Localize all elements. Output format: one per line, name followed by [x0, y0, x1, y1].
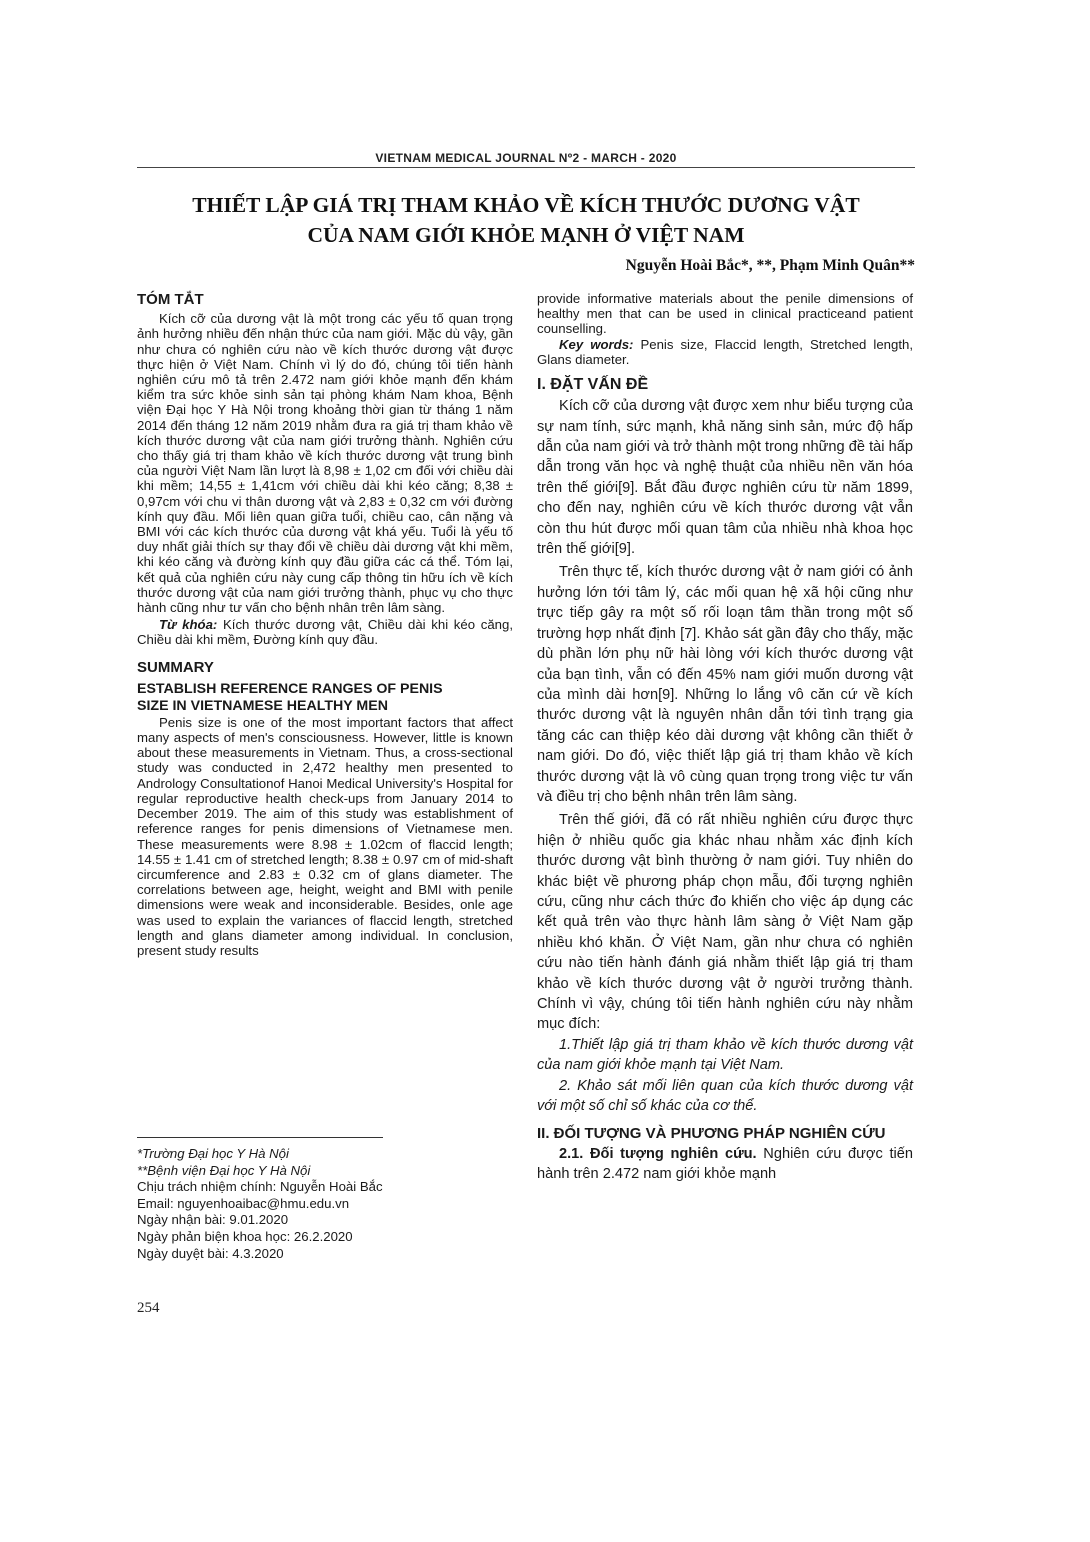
keywords-vi-label: Từ khóa:	[159, 617, 218, 633]
footnote-affiliation-2: **Bệnh viện Đại học Y Hà Nội	[137, 1162, 311, 1178]
keywords-vi-text: Kích thước dương vật, Chiều dài khi kéo căng, Chiều dài khi mềm, Đường kính quy đầu.	[137, 617, 513, 648]
aim-1: 1.Thiết lập giá trị tham khảo về kích thước dương vật của nam giới khỏe mạnh tại Việt Nam.	[537, 1036, 913, 1074]
header-rule	[137, 167, 915, 168]
keywords-en-text: Penis size, Flaccid length, Stretched length, Glans diameter.	[537, 336, 913, 367]
summary-subtitle-line-1: ESTABLISH REFERENCE RANGES OF PENIS	[137, 680, 443, 697]
keywords-en-label: Key words:	[559, 336, 634, 352]
section-1-paragraph-1: Kích cỡ của dương vật được xem như biểu tượng của sự nam tính, sức mạnh, khả năng sinh sản, mức độ hấp dẫn của nam giới và trở thành một trong những đề tài hấp dẫn trong văn học và nghệ thuật của nhiều nền văn hóa trên thế giới[9]. Bắt đầu được nghiên cứu từ năm 1899, cho đến nay, nghiên cứu về kích thước dương vật vẫn còn thu hút được mối quan tâm của nhiều nhà khoa học trên thế giới[9].	[537, 398, 913, 558]
summary-keywords	[537, 337, 913, 367]
footnote-email: Email: nguyenhoaibac@hmu.edu.vn	[137, 1195, 350, 1211]
summary-body: Penis size is one of the most important factors that affect many aspects of men's consciousness. However, little is known about these measurements in Vietnam. Thus, a cross-sectional study was conducted in 2,472 healthy men presented to Andrology Consultationof Hanoi Medical University's Hospital for regular reproductive health check-ups from January 2014 to December 2019. The aim of this study was establishment of reference ranges for penis dimensions of Vietnamese men. These measurements were 8.98 ± 1.02cm of flaccid length; 14.55 ± 1.41 cm of stretched length; 8.38 ± 0.97 cm of mid-shaft circumference and 2.83 ± 0.32 cm of glans diameter. The correlations between age, height, weight and BMI with penile dimensions were weak and inconsiderable. Besides, onle age was used to explain the variances of flaccid length, stretched length and glans diameter among individual. In conclusion, present study results	[137, 714, 513, 958]
section-2-1-paragraph	[537, 1144, 913, 1185]
footnotes	[137, 1146, 513, 1262]
title-line-2: CỦA NAM GIỚI KHỎE MẠNH Ở VIỆT NAM	[307, 223, 745, 247]
footnote-affiliation-1: *Trường Đại học Y Hà Nội	[137, 1146, 289, 1161]
section-2-heading: II. ĐỐI TƯỢNG VÀ PHƯƠNG PHÁP NGHIÊN CỨU	[537, 1125, 886, 1143]
footnote-rule	[137, 1137, 383, 1138]
abstract-vi-body: Kích cỡ của dương vật là một trong các yếu tố quan trọng ảnh hưởng nhiều đến nhận thức của nam giới. Mặc dù vậy, gần như chưa có nghiên cứu nào về kích thước dương vật được thực hiện ở Việt Nam. Chính vì lý do đó, chúng tôi tiến hành nghiên cứu mô tả trên 2.472 nam giới khỏe mạnh đến khám kiểm tra sức khỏe sinh sản tại phòng khám Nam khoa, Bệnh viện Đại học Y Hà Nội trong khoảng thời gian từ tháng 1 năm 2014 đến tháng 12 năm 2019 nhằm đưa ra giá trị tham khảo về kích thước dương vật của nam giới trưởng thành. Nghiên cứu cho thấy giá trị tham khảo về kích thước dương vật trung bình của người Việt Nam lần lượt là 8,98 ± 1,02 cm đối với chiều dài khi mềm; 14,55 ± 1,41cm với chiều dài khi kéo căng; 8,38 ± 0,97cm với chu vi thân dương vật và 2,83 ± 0,32 cm với đường kính quy đầu. Mối liên quan giữa tuổi, chiều cao, cân nặng và BMI với các kích thước của dương vật khá yếu. Tuổi là yếu tố duy nhất giải thích sự thay đổi về chiều dài dương vật khi mềm, khi kéo căng và đường kính quy đầu giữa các cá thể. Tóm lại, kết quả của nghiên cứu này cung cấp thông tin hữu ích về kích thước dương vật của nam giới trưởng thành, phục vụ cho thực hành cũng như tư vấn cho bệnh nhân trên lâm sàng.	[137, 311, 513, 616]
summary-subtitle-line-2: SIZE IN VIETNAMESE HEALTHY MEN	[137, 697, 388, 714]
right-column	[537, 291, 913, 1184]
section-1-heading: I. ĐẶT VẤN ĐỀ	[537, 376, 649, 394]
authors: Nguyễn Hoài Bắc*, **, Phạm Minh Quân**	[625, 257, 915, 274]
article-title	[137, 190, 915, 250]
aim-2: 2. Khảo sát mối liên quan của kích thước dương vật với một số chỉ số khác của cơ thể.	[537, 1077, 913, 1115]
summary-heading: SUMMARY	[137, 658, 214, 676]
section-1-paragraph-2: Trên thực tế, kích thước dương vật ở nam giới có ảnh hưởng lớn tới tâm lý, các mối quan hệ xã hội cũng như trực tiếp gây ra một số rối loạn tâm thần trong một số trường hợp nhất định [7]. Khảo sát gần đây cho thấy, mặc dù phần lớn phụ nữ hài lòng với kích thước dương vật của bạn tình, vẫn có đến 45% nam giới muốn dương vật của mình dài hơn[9]. Những lo lắng vô căn cứ về kích thước dương vật là nguyên nhân dẫn tới tình trạng gia tăng các can thiệp kéo dài dương vật không cần thiết ở nam giới. Do đó, việc thiết lập giá trị tham khảo về kích thước dương vật là vô cùng quan trọng trong việc tư vấn và điều trị cho bệnh nhân trên lâm sàng.	[537, 564, 913, 805]
footnote-accepted: Ngày duyệt bài: 4.3.2020	[137, 1245, 284, 1261]
abstract-vi-keywords	[137, 617, 513, 647]
section-1-paragraph-3: Trên thế giới, đã có rất nhiều nghiên cứu được thực hiện ở nhiều quốc gia khác nhau nhằm xác định kích thước dương vật bình thường ở nam giới. Tuy nhiên do khác biệt về phương pháp chọn mẫu, đối tượng nghiên cứu, cũng như cách thức đo khiến cho việc áp dụng các kết quả trên vào thực hành lâm sàng ở Việt Nam gặp nhiều khó khăn. Ở Việt Nam, gần như chưa có nghiên cứu nào tiến hành đánh giá nhằm thiết lập giá trị tham khảo về kích thước dương vật ở người trưởng thành. Chính vì vậy, chúng tôi tiến hành nghiên cứu này nhằm mục đích:	[537, 812, 913, 1033]
footnote-reviewed: Ngày phản biện khoa học: 26.2.2020	[137, 1228, 353, 1244]
footnote-received: Ngày nhận bài: 9.01.2020	[137, 1212, 289, 1228]
journal-header: VIETNAM MEDICAL JOURNAL Nº2 - MARCH - 2020	[375, 151, 677, 165]
page-number: 254	[137, 1300, 160, 1316]
footnote-responsible: Chịu trách nhiệm chính: Nguyễn Hoài Bắc	[137, 1179, 383, 1195]
summary-body-continued: provide informative materials about the penile dimensions of healthy men that can be used in clinical practiceand patient counselling.	[537, 291, 913, 337]
section-2-1-text: Nghiên cứu được tiến hành trên 2.472 nam giới khỏe mạnh	[537, 1145, 913, 1183]
title-line-1: THIẾT LẬP GIÁ TRỊ THAM KHẢO VỀ KÍCH THƯỚC DƯƠNG VẬT	[192, 193, 860, 217]
abstract-vi-heading: TÓM TẮT	[137, 291, 204, 308]
left-column	[137, 292, 513, 958]
section-2-1-label: 2.1. Đối tượng nghiên cứu.	[559, 1145, 757, 1162]
